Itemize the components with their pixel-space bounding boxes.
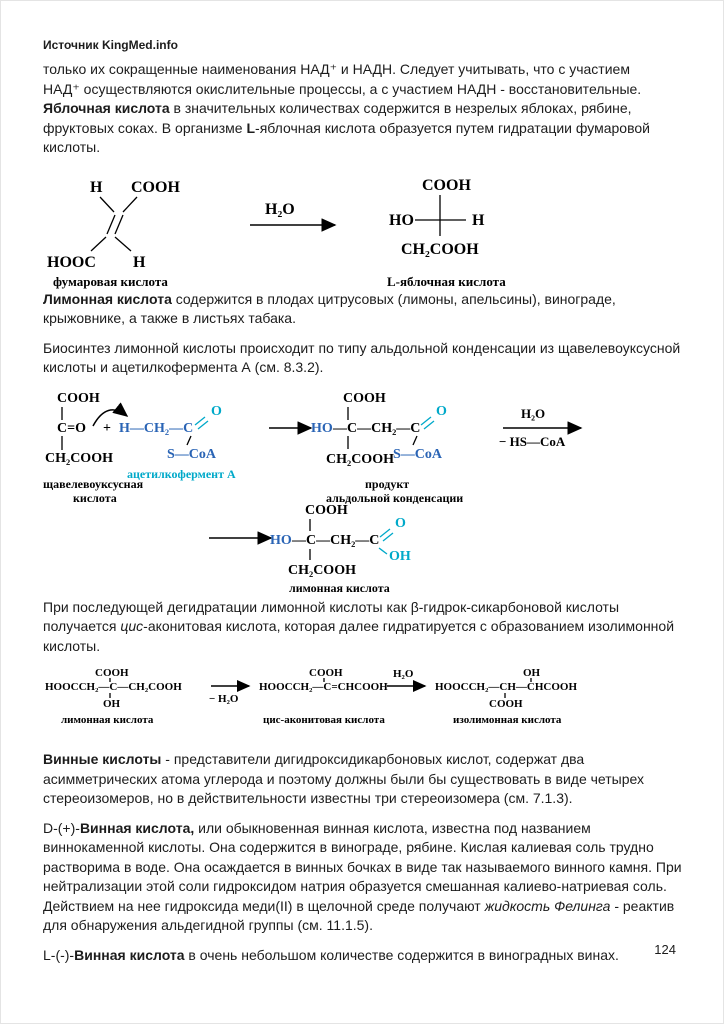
citric-small-label: лимонная кислота bbox=[61, 714, 154, 726]
aconitic-label: цис-аконитовая кислота bbox=[263, 714, 385, 726]
paragraph-l-tartaric: L-(-)-Винная кислота в очень небольшом количестве содержится в виноградных винах. bbox=[43, 946, 619, 963]
paragraph-tartaric-intro: Винные кислоты - представители дигидроксидикарбоновых кислот, содержат два асимметрических атома углерода и поэтому должны были бы существовать в виде четырех стереоизомеров, но в действительности известны три стереоизомера (см. 7.1.3). bbox=[43, 751, 644, 806]
product-ho: HO bbox=[311, 420, 333, 436]
acetylcoa-label: ацетилкофермент А bbox=[127, 466, 236, 481]
source-attribution: Источник KingMed.info bbox=[43, 38, 178, 52]
product-label-line2: альдольной конденсации bbox=[326, 490, 464, 505]
oxaloacetate-co: C=O bbox=[57, 420, 86, 436]
citric-label: лимонная кислота bbox=[289, 580, 390, 595]
dehydration-label: − H₂O bbox=[209, 693, 239, 705]
citric-chain: —C—CH₂—C bbox=[292, 532, 380, 548]
malic-ho: HO bbox=[389, 211, 414, 229]
malic-h: H bbox=[472, 211, 485, 229]
page-number: 124 bbox=[654, 942, 676, 957]
fumaric-bond-lines bbox=[91, 197, 137, 251]
citric-small-cooh-top: COOH bbox=[95, 667, 129, 679]
aconitic-cooh-top: COOH bbox=[309, 667, 343, 679]
product-chain: —C—CH₂—C bbox=[333, 420, 421, 436]
reagent-h2o: H₂O bbox=[265, 200, 295, 218]
product-label-line1: продукт bbox=[365, 476, 410, 491]
citric-small-oh: OH bbox=[103, 698, 121, 710]
oxaloacetate-ch2cooh: CH₂COOH bbox=[45, 450, 113, 466]
citric-ho: HO bbox=[270, 532, 292, 548]
citric-o: O bbox=[395, 515, 406, 531]
malic-bond-lines bbox=[415, 195, 466, 236]
fumaric-cooh-top: COOH bbox=[131, 178, 180, 196]
oxaloacetate-label-line1: щавелевоуксусная bbox=[43, 476, 144, 491]
paragraph-dehydration: При последующей дегидратации лимонной кислоты как β-гидрок-сикарбоновой кислоты получается цис-аконитовая кислота, которая далее гидратируется с образованием изолимонной кислоты. bbox=[43, 598, 675, 654]
fumaric-h-bottom: H bbox=[133, 253, 146, 271]
oxaloacetate-label-line2: кислота bbox=[73, 490, 117, 505]
paragraph-citric-biosynthesis: Биосинтез лимонной кислоты происходит по типу альдольной конденсации из щавелевоуксусной кислоты и ацетилкофермента А (см. 8.3.2). bbox=[43, 339, 681, 375]
acetylcoa-scoa: S—CoA bbox=[167, 446, 217, 462]
malic-ch2cooh: CH₂COOH bbox=[401, 240, 479, 258]
malic-label: L-яблочная кислота bbox=[387, 273, 506, 289]
paragraph-citric-occurrence: Лимонная кислота содержится в плодах цитрусовых (лимоны, апельсины), винограде, крыжовнике, а также в листьях табака. bbox=[43, 290, 616, 326]
product-scoa: S—CoA bbox=[393, 446, 443, 462]
product-ch2cooh: CH₂COOH bbox=[326, 451, 394, 467]
acetylcoa-chain: H—CH₂—C bbox=[119, 420, 194, 436]
acetylcoa-o: O bbox=[211, 403, 222, 419]
figure-fumaric-to-malic bbox=[45, 168, 645, 290]
fumaric-label: фумаровая кислота bbox=[53, 273, 168, 289]
citric-ch2cooh: CH₂COOH bbox=[288, 562, 356, 578]
citric-small-main: HOOCCH₂—C—CH₂COOH bbox=[45, 681, 182, 693]
arrow2-h2o: H₂O bbox=[521, 405, 546, 421]
product-cooh: COOH bbox=[343, 390, 386, 406]
fumaric-hooc-bottom: HOOC bbox=[47, 253, 96, 271]
isocitric-label: изолимонная кислота bbox=[453, 714, 562, 726]
hydration-h2o: H₂O bbox=[393, 668, 414, 680]
malic-cooh-top: COOH bbox=[422, 176, 471, 194]
paragraph-d-tartaric: D-(+)-Винная кислота, или обыкновенная винная кислота, известна под названием виннокаменной кислоты. Она содержится в винограде, рябине. Кислая калиевая соль трудно растворима в воде. Она осаждается в винных бочках в виде так называемого винного камня. При нейтрализации этой соли гидроксидом натрия образуется смешанная калиево-натриевая соль. Действием на нее гидроксида меди(II) в щелочной среде получают жидкость Фелинга - реактив для обнаружения альдегидной группы (см. 11.1.5). bbox=[43, 819, 682, 933]
isocitric-cooh-bottom: COOH bbox=[489, 698, 523, 710]
paragraph-nad-malic: только их сокращенные наименования НАД⁺ и НАДН. Следует учитывать, что с участием НАД⁺ осуществляются окислительные процессы, а с участием НАДН - восстановительные. Яблочная кислота в значительных количествах содержится в незрелых яблоках, рябине, фруктовых соках. В организме L-яблочная кислота образуется путем гидратации фумаровой кислоты. bbox=[43, 61, 650, 155]
product-o: O bbox=[436, 403, 447, 419]
isocitric-main: HOOCCH₂—CH—CHCOOH bbox=[435, 681, 578, 693]
citric-cooh: COOH bbox=[305, 502, 348, 518]
figure-aconitic-scheme bbox=[43, 666, 683, 744]
fumaric-h-top: H bbox=[90, 178, 103, 196]
citric-oh: OH bbox=[389, 548, 411, 564]
figure-citric-biosynthesis bbox=[43, 388, 703, 596]
arrow2-hscoa: − HS—CoA bbox=[499, 433, 566, 449]
isocitric-oh-top: OH bbox=[523, 667, 541, 679]
aconitic-main: HOOCCH₂—C=CHCOOH bbox=[259, 681, 388, 693]
oxaloacetate-cooh: COOH bbox=[57, 390, 100, 406]
plus-sign: + bbox=[103, 420, 111, 436]
